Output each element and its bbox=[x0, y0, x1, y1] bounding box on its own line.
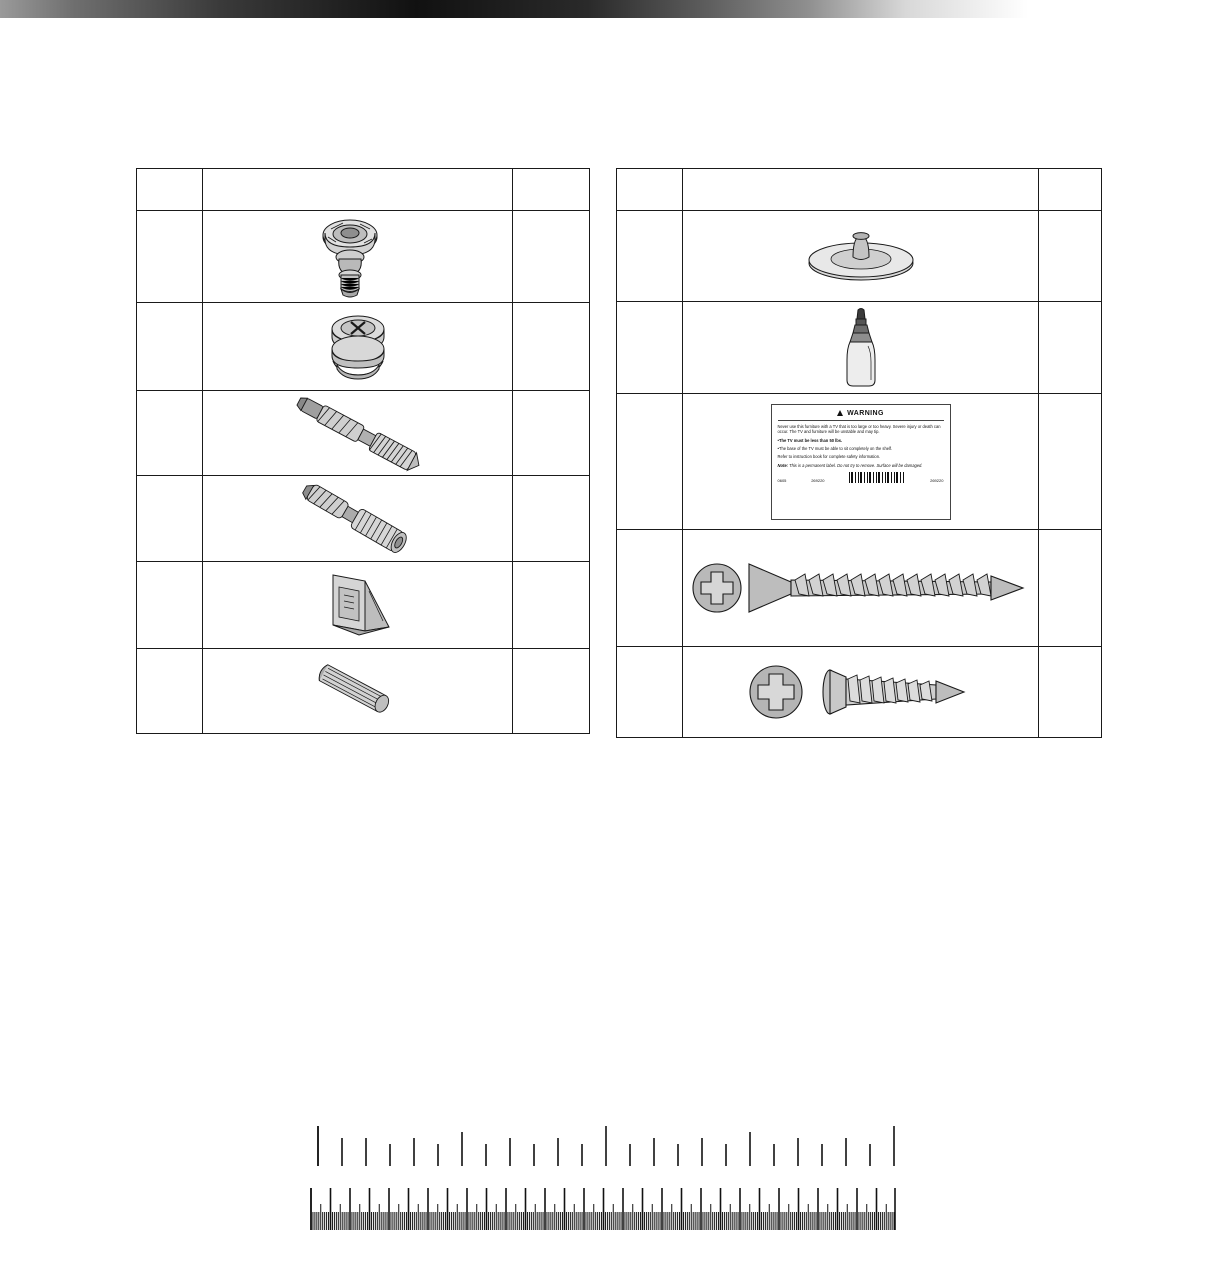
cell-quantity bbox=[137, 211, 203, 302]
column-header-quantity bbox=[137, 169, 203, 210]
cell-illustration bbox=[203, 211, 513, 302]
cell-quantity bbox=[617, 647, 683, 737]
cell-illustration bbox=[683, 530, 1039, 646]
centimeter-ruler bbox=[310, 1186, 896, 1232]
warning-code-left: 0605 bbox=[777, 477, 787, 483]
table-row bbox=[137, 303, 589, 391]
column-header-illustration bbox=[203, 169, 513, 210]
corner-bracket-icon bbox=[203, 562, 512, 648]
table-row bbox=[617, 169, 1101, 211]
cell-quantity bbox=[617, 530, 683, 646]
cell-quantity bbox=[137, 649, 203, 733]
column-header-part-number bbox=[1039, 169, 1101, 210]
table-row bbox=[137, 562, 589, 649]
cell-illustration bbox=[203, 476, 513, 561]
warning-note-text: This is a permanent label. Do not try to remove. Surface will be damaged. bbox=[789, 462, 923, 468]
cell-illustration bbox=[683, 647, 1039, 737]
cell-illustration bbox=[203, 391, 513, 475]
wood-dowel-icon bbox=[203, 649, 512, 733]
tip-over-warning-label bbox=[771, 404, 951, 520]
inch-ruler bbox=[316, 1124, 896, 1168]
cell-part-number bbox=[513, 391, 589, 475]
cell-illustration bbox=[203, 562, 513, 648]
table-row bbox=[137, 649, 589, 733]
warning-body-2: Refer to instruction book for complete safety information. bbox=[777, 454, 881, 460]
column-header-part-number bbox=[513, 169, 589, 210]
truss-head-screw-icon bbox=[683, 647, 1038, 737]
warning-note bbox=[778, 463, 944, 468]
table-row bbox=[617, 530, 1101, 647]
warning-bullet-2-text: The base of the TV must be able to sit completely on the shelf. bbox=[778, 445, 893, 451]
warning-body-1: Never use this furniture with a TV that is too large or too heavy. Severe injury or death can occur. The TV and furniture will be unstable and may tip. bbox=[777, 423, 941, 435]
cell-quantity bbox=[137, 476, 203, 561]
cam-lock-disc-icon bbox=[203, 303, 512, 390]
cell-part-number bbox=[1039, 211, 1101, 301]
column-header-quantity bbox=[617, 169, 683, 210]
warning-code-right: 269220 bbox=[930, 477, 944, 483]
cell-illustration bbox=[683, 394, 1039, 529]
cell-illustration bbox=[203, 303, 513, 390]
parts-table-right bbox=[616, 168, 1102, 738]
warning-body-text bbox=[778, 424, 944, 435]
cell-illustration bbox=[683, 211, 1039, 301]
plastic-glide-icon bbox=[683, 211, 1038, 301]
table-row bbox=[137, 211, 589, 303]
warning-note-prefix: Note: bbox=[777, 462, 788, 468]
warning-code-center: 269220 bbox=[811, 477, 825, 483]
cell-part-number bbox=[513, 476, 589, 561]
parts-table-left bbox=[136, 168, 590, 734]
flat-head-wood-screw-icon bbox=[683, 530, 1038, 646]
dowel-bolt-long-icon bbox=[203, 391, 512, 475]
cell-part-number bbox=[513, 303, 589, 390]
cell-quantity bbox=[617, 211, 683, 301]
warning-label-icon bbox=[683, 394, 1038, 529]
table-row bbox=[617, 647, 1101, 737]
warning-label-footer bbox=[778, 472, 944, 483]
cell-quantity bbox=[617, 394, 683, 529]
table-row bbox=[617, 302, 1101, 394]
table-row bbox=[617, 211, 1101, 302]
cell-part-number bbox=[513, 562, 589, 648]
cell-quantity bbox=[137, 391, 203, 475]
warning-triangle-icon bbox=[837, 410, 843, 416]
cell-part-number bbox=[1039, 394, 1101, 529]
glue-bottle-icon bbox=[683, 302, 1038, 393]
cell-quantity bbox=[617, 302, 683, 393]
warning-label-heading bbox=[778, 409, 944, 421]
barcode-icon bbox=[849, 472, 905, 483]
table-row bbox=[137, 391, 589, 476]
cam-lock-fitting-icon bbox=[203, 211, 512, 302]
cell-part-number bbox=[513, 211, 589, 302]
cell-part-number bbox=[1039, 530, 1101, 646]
table-row bbox=[617, 394, 1101, 530]
cell-illustration bbox=[203, 649, 513, 733]
warning-bullet-1: •The TV must be less than 50 lbs. bbox=[777, 437, 843, 443]
table-row bbox=[137, 476, 589, 562]
cell-quantity bbox=[137, 303, 203, 390]
table-row bbox=[137, 169, 589, 211]
warning-bullet-1-text: The TV must be less than 50 lbs. bbox=[778, 437, 843, 443]
cell-part-number bbox=[513, 649, 589, 733]
cell-quantity bbox=[137, 562, 203, 648]
decorative-top-gradient-bar bbox=[0, 0, 1224, 18]
cell-illustration bbox=[683, 302, 1039, 393]
cell-part-number bbox=[1039, 302, 1101, 393]
cell-part-number bbox=[1039, 647, 1101, 737]
dowel-bolt-short-icon bbox=[203, 476, 512, 561]
warning-heading-text: WARNING bbox=[847, 409, 884, 417]
warning-bullet-2: •The base of the TV must be able to sit completely on the shelf. bbox=[777, 445, 893, 451]
column-header-illustration bbox=[683, 169, 1039, 210]
